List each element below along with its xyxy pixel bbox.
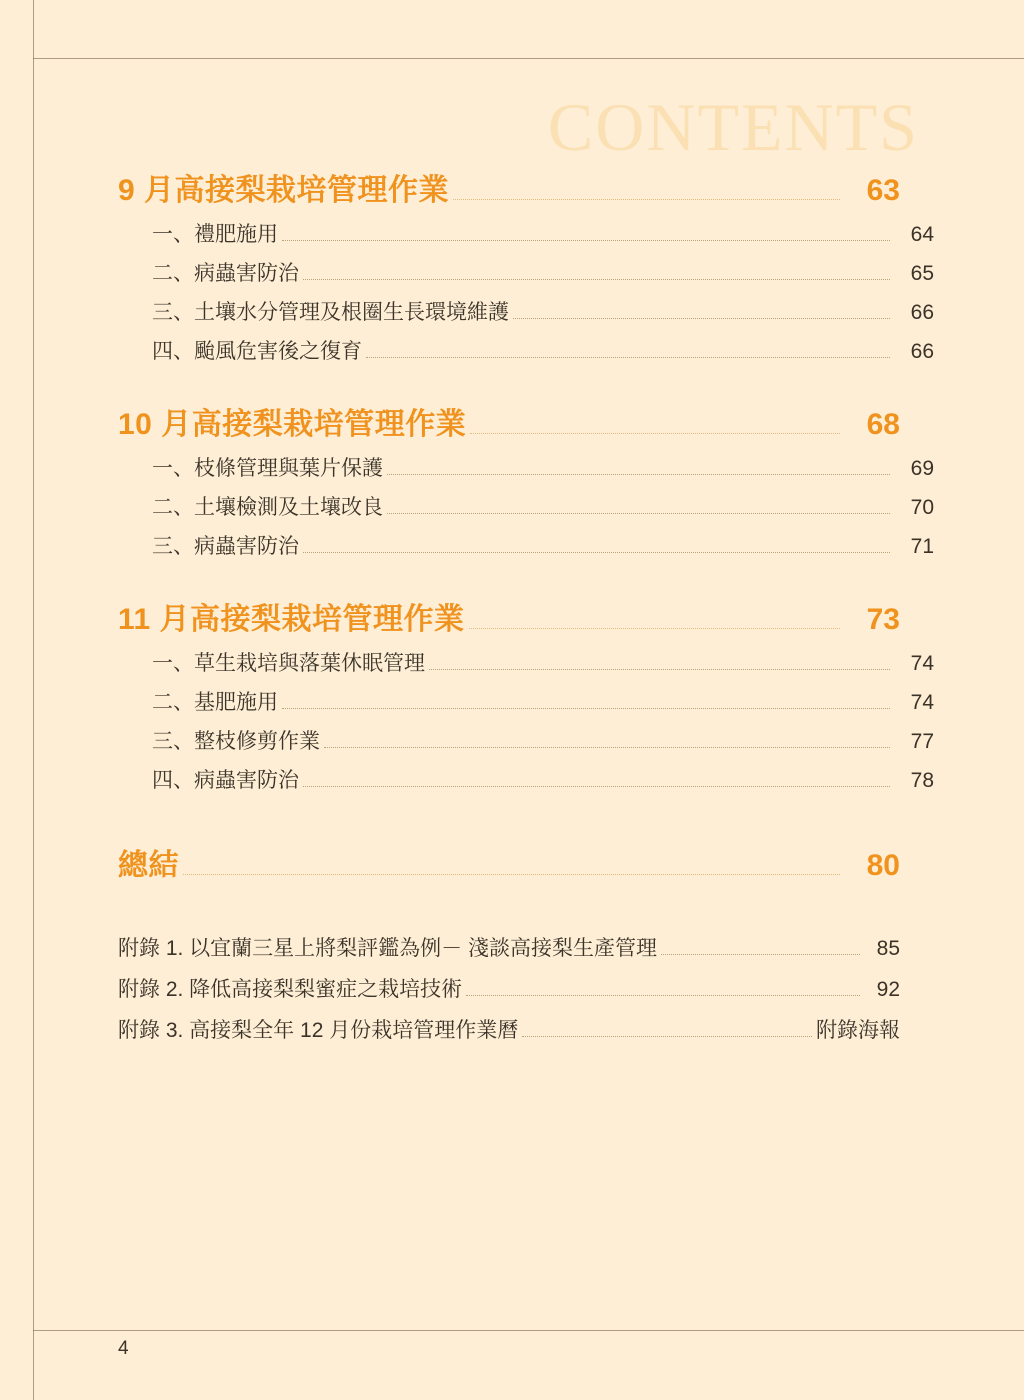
- leader-dots: [324, 747, 890, 748]
- toc-appendix-label: 附錄 1. 以宜蘭三星上將梨評鑑為例－ 淺談高接梨生產管理: [118, 937, 658, 960]
- toc-entry-label: 一、禮肥施用: [152, 223, 278, 246]
- toc-entry-page: 65: [910, 262, 934, 285]
- leader-dots: [469, 628, 840, 629]
- toc-entry-label: 一、枝條管理與葉片保護: [152, 457, 383, 480]
- toc-entry[interactable]: [118, 530, 934, 560]
- toc-section-page: 63: [866, 174, 900, 207]
- toc-section-page: 73: [866, 603, 900, 636]
- toc-entry[interactable]: [118, 218, 934, 248]
- toc-section: [118, 399, 934, 560]
- toc-entry[interactable]: [118, 647, 934, 677]
- toc-appendix-page: 92: [876, 978, 900, 1001]
- toc-entry-page: 71: [910, 535, 934, 558]
- toc-entry-page: 69: [910, 457, 934, 480]
- toc-section-title: 10 月高接梨栽培管理作業: [118, 408, 467, 441]
- toc-appendix-page: 附錄海報: [816, 1019, 900, 1042]
- leader-dots: [661, 954, 860, 955]
- toc-appendix-list: [118, 932, 900, 1044]
- leader-dots: [453, 199, 840, 200]
- leader-dots: [466, 995, 860, 996]
- leader-dots: [183, 874, 840, 875]
- toc-entry-page: 77: [910, 730, 934, 753]
- toc-section-title: 9 月高接梨栽培管理作業: [118, 174, 450, 207]
- toc-entry[interactable]: [118, 764, 934, 794]
- leader-dots: [303, 786, 890, 787]
- leader-dots: [387, 474, 890, 475]
- toc-entry[interactable]: [118, 686, 934, 716]
- toc-appendix-label: 附錄 2. 降低高接梨梨蜜症之栽培技術: [118, 978, 463, 1001]
- toc-entry[interactable]: [118, 257, 934, 287]
- leader-dots: [303, 279, 890, 280]
- toc-section-heading-summary[interactable]: [118, 840, 900, 884]
- leader-dots: [282, 240, 890, 241]
- toc-entry-page: 70: [910, 496, 934, 519]
- toc-section-title: 11 月高接梨栽培管理作業: [118, 603, 465, 636]
- bottom-margin-rule: [33, 1330, 1024, 1331]
- leader-dots: [522, 1036, 812, 1037]
- toc-entry-page: 74: [910, 691, 934, 714]
- toc-entry[interactable]: [118, 725, 934, 755]
- toc-entry-page: 66: [910, 301, 934, 324]
- contents-watermark: CONTENTS: [547, 89, 919, 165]
- toc-section-heading[interactable]: [118, 594, 900, 638]
- toc-summary-title: 總結: [118, 849, 179, 882]
- toc-section-heading[interactable]: [118, 165, 900, 209]
- toc-entry-page: 64: [910, 223, 934, 246]
- top-margin-rule: [33, 58, 1024, 59]
- toc-entry-label: 四、病蟲害防治: [152, 769, 299, 792]
- toc-appendix-label: 附錄 3. 高接梨全年 12 月份栽培管理作業曆: [118, 1019, 519, 1042]
- toc-summary-section: [118, 840, 900, 884]
- toc-entry-label: 三、整枝修剪作業: [152, 730, 320, 753]
- toc-appendix-entry[interactable]: [118, 932, 900, 962]
- toc-entry-label: 四、颱風危害後之復育: [152, 340, 362, 363]
- left-margin-rule: [33, 0, 34, 1400]
- toc-entry[interactable]: [118, 452, 934, 482]
- toc-section-page: 68: [866, 408, 900, 441]
- toc-entry-label: 一、草生栽培與落葉休眠管理: [152, 652, 425, 675]
- leader-dots: [429, 669, 890, 670]
- toc-entry[interactable]: [118, 296, 934, 326]
- toc-entry-label: 二、病蟲害防治: [152, 262, 299, 285]
- toc-entry[interactable]: [118, 491, 934, 521]
- toc-entry-label: 二、基肥施用: [152, 691, 278, 714]
- leader-dots: [470, 433, 840, 434]
- toc-entry-page: 74: [910, 652, 934, 675]
- toc-entry[interactable]: [118, 335, 934, 365]
- toc-section: [118, 594, 934, 794]
- toc-list: [118, 165, 934, 1044]
- leader-dots: [366, 357, 890, 358]
- toc-section: [118, 165, 934, 365]
- toc-entry-page: 66: [910, 340, 934, 363]
- leader-dots: [513, 318, 890, 319]
- toc-entry-label: 三、病蟲害防治: [152, 535, 299, 558]
- leader-dots: [387, 513, 890, 514]
- toc-summary-page: 80: [866, 849, 900, 882]
- leader-dots: [303, 552, 890, 553]
- toc-appendix-entry[interactable]: [118, 1014, 900, 1044]
- toc-entry-page: 78: [910, 769, 934, 792]
- page-number: 4: [118, 1338, 129, 1359]
- toc-appendix-entry[interactable]: [118, 973, 900, 1003]
- leader-dots: [282, 708, 890, 709]
- toc-entry-label: 二、土壤檢測及土壤改良: [152, 496, 383, 519]
- toc-entry-label: 三、土壤水分管理及根圈生長環境維護: [152, 301, 509, 324]
- toc-appendix-page: 85: [876, 937, 900, 960]
- toc-section-heading[interactable]: [118, 399, 900, 443]
